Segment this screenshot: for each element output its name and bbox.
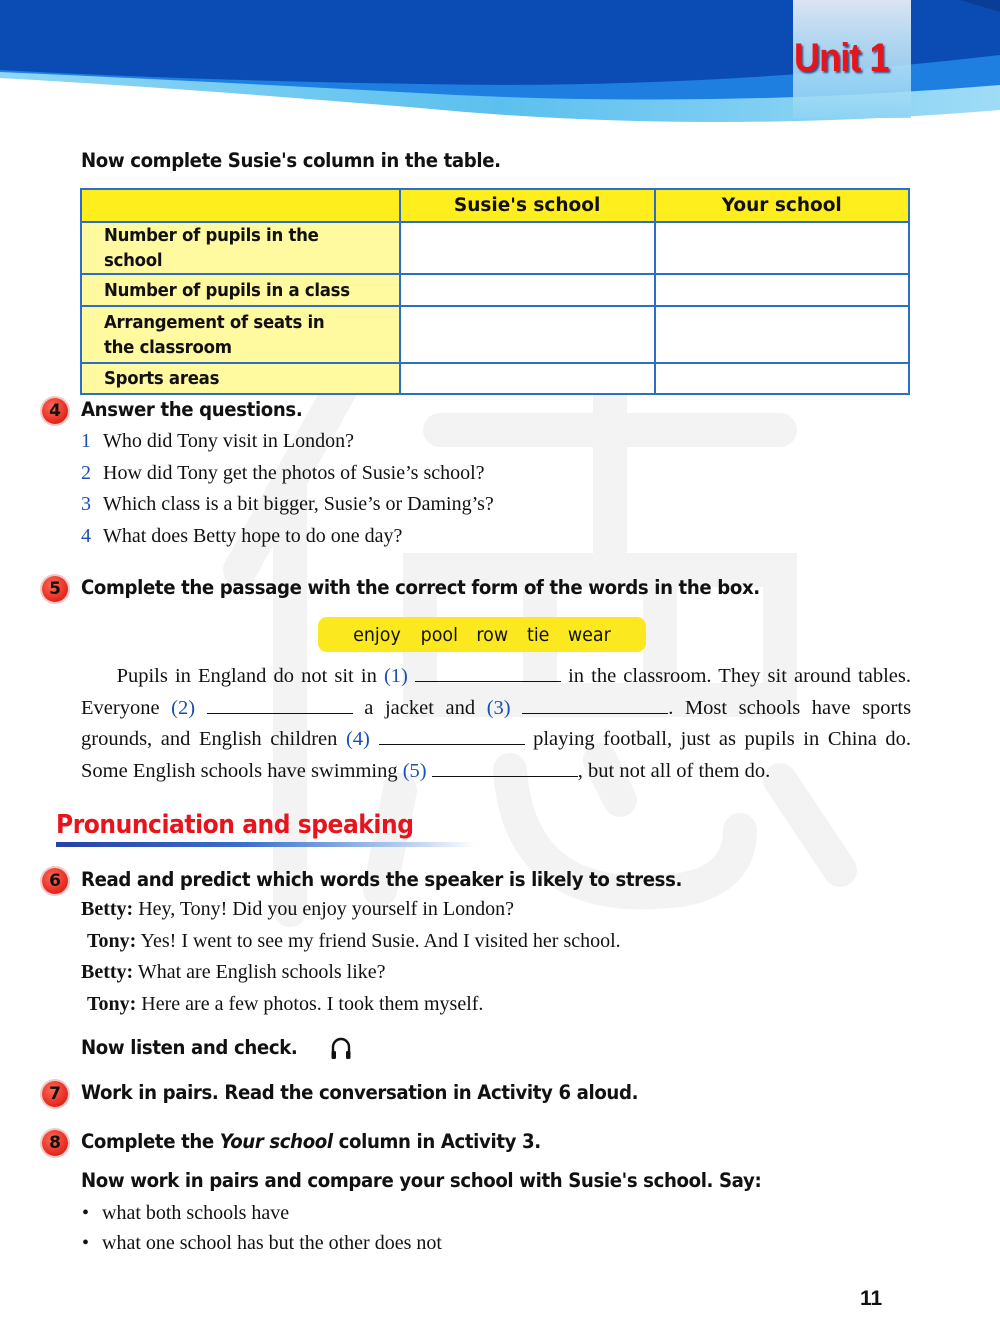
- dialogue-line: Betty: Hey, Tony! Did you enjoy yourself in London?: [81, 898, 514, 920]
- question-item: 1 Who did Tony visit in London?: [81, 430, 354, 452]
- page-number: 11: [860, 1287, 883, 1310]
- table-row: [81, 222, 909, 274]
- susie-cell[interactable]: [400, 222, 655, 274]
- blank-number: (5): [402, 759, 427, 782]
- dialogue: [81, 898, 621, 1024]
- table-header-row: [81, 189, 909, 222]
- table-header-empty: [81, 189, 400, 222]
- word-box-item: pool: [420, 623, 458, 646]
- speaker-name: Betty:: [81, 898, 134, 920]
- cloze-passage: Pupils in England do not sit in (1) in the classroom. They sit around tables. Everyone (2) a jacket and (3) . Most schools have sports grounds, and English children (4) playing football, just as pupils in China do. Some English schools have swimming (5) , but not all of them do.: [81, 665, 912, 782]
- blank-4[interactable]: [379, 726, 525, 745]
- dialogue-line: Betty: What are English schools like?: [81, 961, 386, 984]
- row-label: Number of pupils in a class: [81, 274, 400, 306]
- activity4-title: Answer the questions.: [81, 398, 303, 421]
- blank-1[interactable]: [415, 663, 561, 682]
- word-box-item: tie: [526, 623, 550, 646]
- your-school-cell[interactable]: [655, 222, 910, 274]
- activity6-title: Read and predict which words the speaker is likely to stress.: [81, 868, 683, 891]
- blank-number: (4): [345, 728, 370, 751]
- word-box-item: enjoy: [352, 623, 401, 646]
- blank-3[interactable]: [522, 695, 668, 714]
- activity8-subtitle: Now work in pairs and compare your school with Susie's school. Say:: [81, 1169, 762, 1192]
- speaker-name: Tony:: [87, 992, 137, 1015]
- headphones-icon[interactable]: [329, 1035, 353, 1061]
- question-item: 3 Which class is a bit bigger, Susie’s or Daming’s?: [81, 493, 494, 516]
- section-title: Pronunciation and speaking: [56, 810, 414, 840]
- unit-title: Unit 1: [794, 36, 889, 80]
- row-label: Arrangement of seats in the classroom: [81, 306, 400, 363]
- susie-cell[interactable]: [400, 274, 655, 306]
- table-row: [81, 274, 909, 306]
- activity-number-badge: 5: [42, 576, 68, 602]
- table-header-susie: Susie's school: [400, 189, 655, 222]
- activity5-title: Complete the passage with the correct form of the words in the box.: [81, 576, 760, 599]
- activity-number-badge: 4: [42, 398, 68, 424]
- speaker-name: Betty:: [81, 961, 134, 984]
- your-school-cell[interactable]: [655, 306, 910, 363]
- comparison-table: [80, 188, 910, 395]
- bullet-item: • what one school has but the other does not: [82, 1232, 442, 1254]
- blank-number: (2): [171, 696, 196, 719]
- speaker-name: Tony:: [87, 929, 137, 952]
- row-label: Sports areas: [81, 363, 400, 394]
- activity-number-badge: 8: [42, 1130, 68, 1156]
- dialogue-line: Tony: Here are a few photos. I took them myself.: [87, 992, 484, 1015]
- susie-cell[interactable]: [400, 363, 655, 394]
- bullet-item: • what both schools have: [82, 1202, 290, 1224]
- blank-2[interactable]: [207, 695, 353, 714]
- activity-number-badge: 6: [42, 868, 68, 894]
- question-list: [81, 430, 494, 556]
- listen-instruction: Now listen and check.: [81, 1036, 298, 1059]
- bullet-list: [82, 1202, 442, 1262]
- word-box: [318, 617, 646, 652]
- table-row: [81, 363, 909, 394]
- blank-number: (3): [486, 696, 511, 719]
- blank-5[interactable]: [432, 758, 578, 777]
- word-box-item: row: [476, 623, 509, 646]
- table-header-yours: Your school: [655, 189, 910, 222]
- table-row: [81, 306, 909, 363]
- activity8-title: Complete the Your school column in Activity 3.: [81, 1130, 541, 1153]
- word-box-item: wear: [568, 623, 612, 646]
- activity-number-badge: 7: [42, 1081, 68, 1107]
- susie-cell[interactable]: [400, 306, 655, 363]
- header-banner: [0, 0, 1000, 125]
- activity7-title: Work in pairs. Read the conversation in Activity 6 aloud.: [81, 1081, 639, 1104]
- row-label: Number of pupils in the school: [81, 222, 400, 274]
- blank-number: (1): [383, 665, 408, 687]
- question-item: 4 What does Betty hope to do one day?: [81, 524, 403, 547]
- your-school-cell[interactable]: [655, 274, 910, 306]
- your-school-cell[interactable]: [655, 363, 910, 394]
- dialogue-line: Tony: Yes! I went to see my friend Susie. And I visited her school.: [87, 929, 621, 952]
- question-item: 2 How did Tony get the photos of Susie’s school?: [81, 461, 485, 484]
- activity3-instruction: Now complete Susie's column in the table.: [81, 149, 501, 172]
- section-underline: [56, 842, 476, 847]
